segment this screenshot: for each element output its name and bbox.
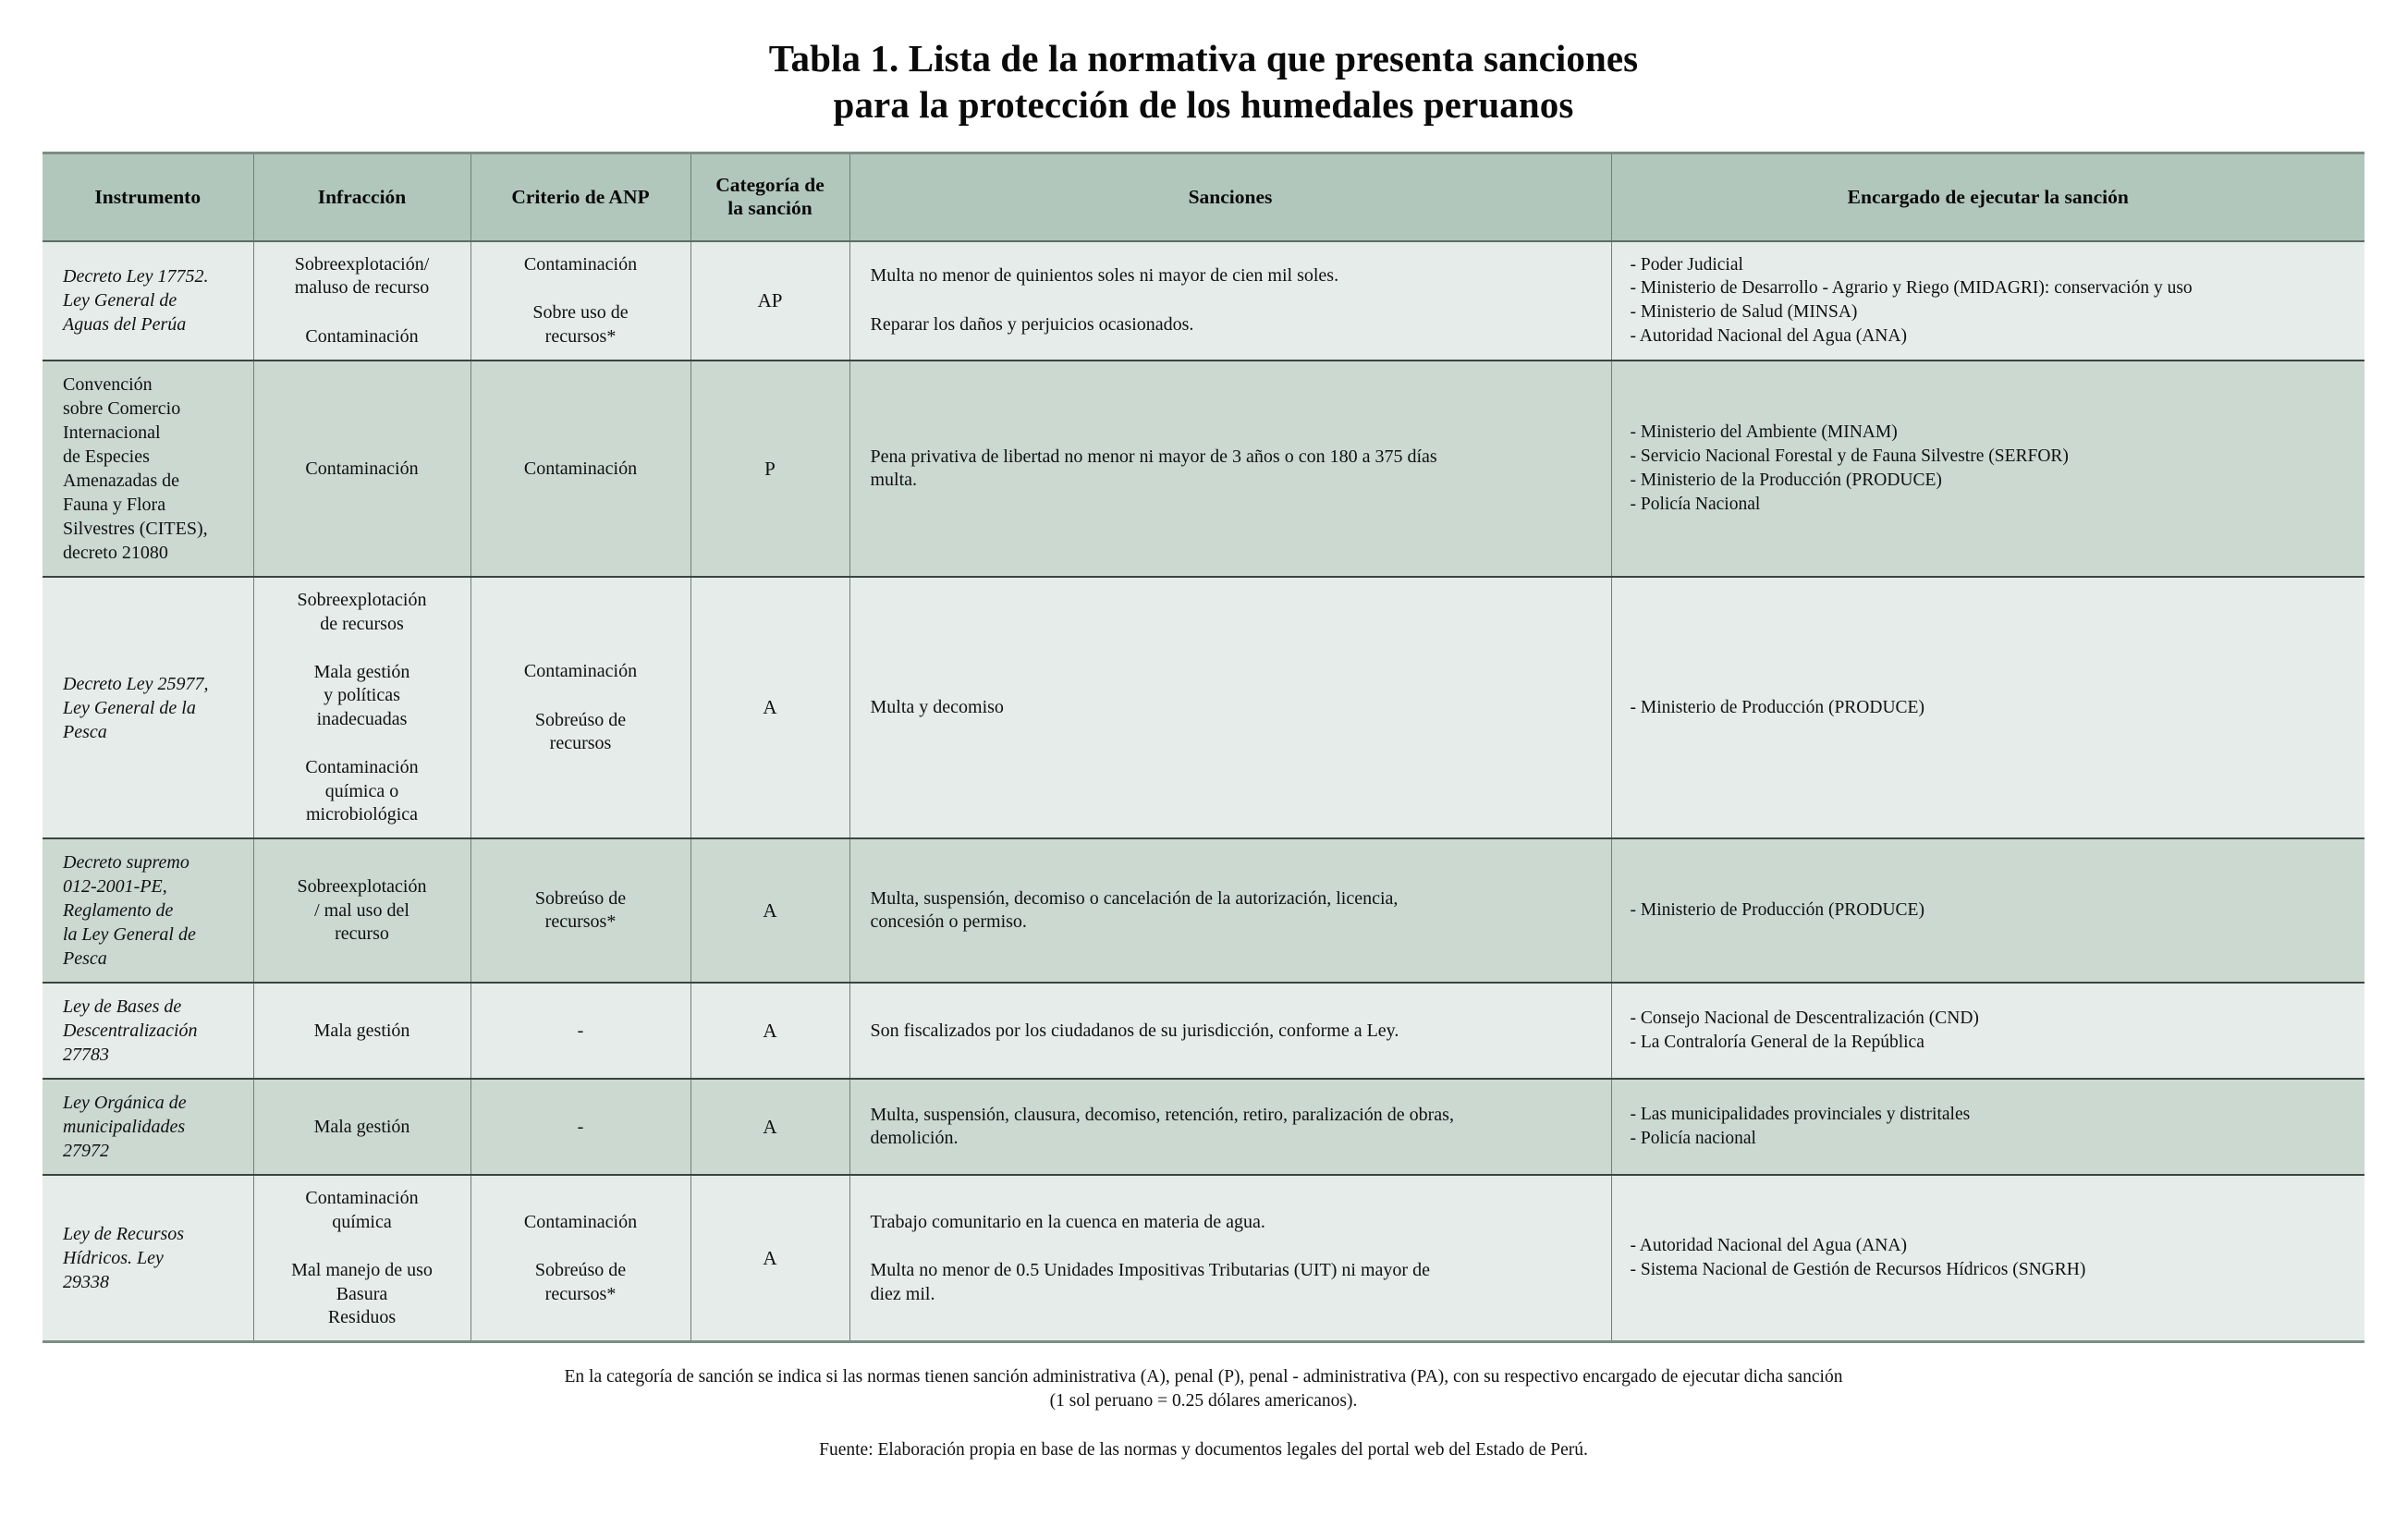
instrumento-line: Decreto Ley 17752. xyxy=(63,266,209,287)
criterio-line: recursos xyxy=(549,732,612,753)
encargado-item: - Ministerio de Desarrollo - Agrario y Riego (MIDAGRI): conservación y uso xyxy=(1630,278,2193,299)
encargado-item: - Servicio Nacional Forestal y de Fauna Silvestre (SERFOR) xyxy=(1630,446,2069,467)
sancion-line: Pena privativa de libertad no menor ni mayor de 3 años o con 180 a 375 días xyxy=(870,446,1437,467)
criterio-item xyxy=(484,301,678,348)
encargado-item: - Ministerio de Salud (MINSA) xyxy=(1630,302,1858,323)
encargado-item: - Autoridad Nacional del Agua (ANA) xyxy=(1630,326,1907,347)
categoria-header-line-2: la sanción xyxy=(727,197,813,220)
table-row xyxy=(43,1079,2364,1175)
cell-criterio xyxy=(470,577,690,838)
cell-encargado xyxy=(1611,577,2364,838)
table-body xyxy=(43,241,2364,1342)
instrumento-line: Ley General de la xyxy=(63,697,196,718)
criterio-item: Contaminación xyxy=(523,458,638,479)
normativa-table xyxy=(43,152,2364,1343)
cell-categoria: AP xyxy=(690,241,849,361)
encargado-list xyxy=(1631,696,2352,720)
encargado-item: - Autoridad Nacional del Agua (ANA) xyxy=(1630,1236,1907,1256)
instrumento-line: Hídricos. Ley xyxy=(63,1248,164,1269)
infraccion-line: / mal uso del xyxy=(314,899,409,921)
cell-instrumento xyxy=(43,577,253,838)
encargado-item: - Las municipalidades provinciales y distritales xyxy=(1630,1105,1971,1125)
infraccion-line: y políticas xyxy=(324,685,400,706)
cell-instrumento xyxy=(43,241,253,361)
infraccion-line: Contaminación xyxy=(305,757,419,778)
cell-infraccion xyxy=(253,1079,470,1175)
instrumento-line: la Ley General de xyxy=(63,924,196,946)
criterio-line: Sobreúso de xyxy=(534,1260,627,1281)
criterio-item xyxy=(484,887,678,935)
table-row xyxy=(43,1175,2364,1341)
normativa-table-wrapper xyxy=(43,152,2364,1343)
cell-encargado xyxy=(1611,1175,2364,1341)
sancion-item xyxy=(871,1259,1598,1306)
cell-instrumento xyxy=(43,838,253,983)
table-row xyxy=(43,838,2364,983)
footnote-source: Fuente: Elaboración propia en base de las normas y documentos legales del portal web del Estado de Perú. xyxy=(819,1439,1588,1460)
instrumento-line: Internacional xyxy=(63,422,161,444)
criterio-line: Sobreúso de xyxy=(534,887,627,909)
categoria-header-line-1: Categoría de xyxy=(715,173,825,196)
infraccion-item xyxy=(267,589,458,636)
encargado-list xyxy=(1631,898,2352,923)
infraccion-item: Contaminación xyxy=(305,458,419,479)
infraccion-line: Basura xyxy=(336,1283,388,1304)
cell-categoria: A xyxy=(690,838,849,983)
cell-instrumento xyxy=(43,1079,253,1175)
infraccion-item xyxy=(267,875,458,946)
cell-criterio xyxy=(470,361,690,577)
instrumento-line: Decreto supremo xyxy=(63,852,189,874)
criterio-item xyxy=(484,709,678,756)
criterio-line: Sobre uso de xyxy=(532,302,629,324)
instrumento-line: Pesca xyxy=(63,721,107,742)
infraccion-item xyxy=(267,661,458,731)
infraccion-line: Mal manejo de uso xyxy=(291,1260,433,1281)
cell-infraccion xyxy=(253,241,470,361)
cell-criterio xyxy=(470,241,690,361)
cell-sanciones xyxy=(849,1175,1611,1341)
sancion-line: diez mil. xyxy=(870,1283,935,1304)
column-header-criterio-anp: Criterio de ANP xyxy=(470,153,690,241)
table-row xyxy=(43,361,2364,577)
instrumento-line: Descentralización xyxy=(63,1021,198,1042)
encargado-list xyxy=(1631,1234,2352,1282)
cell-sanciones xyxy=(849,361,1611,577)
sancion-item xyxy=(871,887,1598,935)
cell-infraccion xyxy=(253,577,470,838)
encargado-item: - Ministerio de Producción (PRODUCE) xyxy=(1630,900,1924,921)
cell-encargado xyxy=(1611,983,2364,1079)
encargado-item: - La Contraloría General de la República xyxy=(1630,1033,1924,1053)
encargado-list xyxy=(1631,253,2352,349)
sancion-item xyxy=(871,1104,1598,1151)
column-header-encargado: Encargado de ejecutar la sanción xyxy=(1611,153,2364,241)
instrumento-line: Ley de Recursos xyxy=(63,1224,185,1245)
cell-encargado xyxy=(1611,838,2364,983)
infraccion-line: química xyxy=(332,1211,392,1232)
cell-infraccion xyxy=(253,361,470,577)
instrumento-line: Decreto Ley 25977, xyxy=(63,673,209,694)
cell-categoria: A xyxy=(690,1079,849,1175)
footnote-line-2: (1 sol peruano = 0.25 dólares americanos). xyxy=(1049,1390,1358,1411)
infraccion-item xyxy=(267,1187,458,1234)
instrumento-line: 29338 xyxy=(63,1272,109,1293)
infraccion-line: química o xyxy=(324,780,399,801)
infraccion-line: Sobreexplotación/ xyxy=(294,253,430,275)
encargado-item: - Policía Nacional xyxy=(1630,495,1761,515)
sancion-item: Reparar los daños y perjuicios ocasionados. xyxy=(870,313,1194,335)
instrumento-line: sobre Comercio xyxy=(63,398,181,420)
cell-criterio xyxy=(470,983,690,1079)
table-footnotes xyxy=(0,1365,2407,1461)
column-header-infraccion: Infracción xyxy=(253,153,470,241)
encargado-item: - Consejo Nacional de Descentralización (CND) xyxy=(1630,1008,1979,1029)
instrumento-line: 012-2001-PE, xyxy=(63,876,167,898)
instrumento-line: Aguas del Perúa xyxy=(63,314,187,336)
encargado-item: - Sistema Nacional de Gestión de Recursos Hídricos (SNGRH) xyxy=(1630,1260,2086,1280)
sancion-item: Trabajo comunitario en la cuenca en materia de agua. xyxy=(870,1211,1265,1232)
criterio-item: Contaminación xyxy=(523,253,638,275)
encargado-list xyxy=(1631,421,2352,517)
encargado-item: - Policía nacional xyxy=(1630,1129,1756,1149)
cell-sanciones xyxy=(849,983,1611,1079)
criterio-line: recursos* xyxy=(544,911,617,933)
instrumento-line: Reglamento de xyxy=(63,900,174,922)
instrumento-line: Ley General de xyxy=(63,290,177,312)
encargado-item: - Poder Judicial xyxy=(1630,254,1743,275)
column-header-instrumento: Instrumento xyxy=(43,153,253,241)
cell-categoria: A xyxy=(690,577,849,838)
instrumento-line: decreto 21080 xyxy=(63,543,168,564)
cell-infraccion xyxy=(253,838,470,983)
infraccion-line: recurso xyxy=(335,923,389,945)
cell-criterio xyxy=(470,1175,690,1341)
table-row xyxy=(43,241,2364,361)
instrumento-line: Convención xyxy=(63,374,153,396)
instrumento-line: Fauna y Flora xyxy=(63,495,166,516)
infraccion-line: microbiológica xyxy=(305,803,419,825)
sancion-item: Multa no menor de quinientos soles ni mayor de cien mil soles. xyxy=(870,265,1339,287)
instrumento-line: municipalidades xyxy=(63,1117,186,1138)
criterio-item xyxy=(484,1259,678,1306)
infraccion-line: maluso de recurso xyxy=(294,277,430,299)
cell-criterio xyxy=(470,838,690,983)
sancion-item xyxy=(871,446,1598,493)
sancion-line: demolición. xyxy=(870,1128,959,1149)
table-row xyxy=(43,577,2364,838)
instrumento-line: Pesca xyxy=(63,948,107,970)
instrumento-line: 27783 xyxy=(63,1045,109,1066)
sancion-line: multa. xyxy=(870,470,918,491)
infraccion-line: Residuos xyxy=(327,1306,397,1327)
table-header xyxy=(43,153,2364,241)
infraccion-line: Contaminación xyxy=(305,1188,419,1209)
sancion-line: Multa, suspensión, clausura, decomiso, retención, retiro, paralización de obras, xyxy=(870,1104,1454,1125)
instrumento-line: Ley Orgánica de xyxy=(63,1093,187,1114)
infraccion-line: Sobreexplotación xyxy=(297,590,427,611)
infraccion-item xyxy=(267,1259,458,1329)
infraccion-item xyxy=(267,756,458,826)
cell-encargado xyxy=(1611,361,2364,577)
infraccion-item: Contaminación xyxy=(305,325,419,347)
cell-instrumento xyxy=(43,1175,253,1341)
encargado-list xyxy=(1631,1007,2352,1055)
footnote-line-1: En la categoría de sanción se indica si las normas tienen sanción administrativa (A), penal (P), penal - administrativa (PA), con su respectivo encargado de ejecutar dicha sanción xyxy=(564,1367,1843,1387)
table-row xyxy=(43,983,2364,1079)
infraccion-item xyxy=(267,253,458,300)
cell-categoria: A xyxy=(690,983,849,1079)
infraccion-item: Mala gestión xyxy=(313,1116,410,1137)
criterio-item: - xyxy=(577,1116,584,1137)
criterio-line: recursos* xyxy=(544,1283,617,1304)
cell-criterio xyxy=(470,1079,690,1175)
cell-infraccion xyxy=(253,983,470,1079)
criterio-line: recursos* xyxy=(544,325,617,347)
sancion-line: Multa no menor de 0.5 Unidades Impositivas Tributarias (UIT) ni mayor de xyxy=(870,1260,1430,1281)
sancion-line: Multa, suspensión, decomiso o cancelación de la autorización, licencia, xyxy=(870,887,1399,909)
criterio-item: - xyxy=(577,1020,584,1041)
page-title xyxy=(0,0,2407,128)
cell-sanciones xyxy=(849,1079,1611,1175)
instrumento-line: de Especies xyxy=(63,446,150,468)
cell-categoria: P xyxy=(690,361,849,577)
instrumento-line: Silvestres (CITES), xyxy=(63,519,208,540)
cell-sanciones xyxy=(849,577,1611,838)
column-header-categoria-sancion xyxy=(690,153,849,241)
table-header-row xyxy=(43,153,2364,241)
criterio-item: Contaminación xyxy=(523,661,638,682)
criterio-item: Contaminación xyxy=(523,1211,638,1232)
instrumento-line: Ley de Bases de xyxy=(63,996,182,1018)
sancion-item: Multa y decomiso xyxy=(870,697,1004,718)
cell-instrumento xyxy=(43,983,253,1079)
instrumento-line: Amenazadas de xyxy=(63,471,180,492)
title-line-1: Tabla 1. Lista de la normativa que presenta sanciones xyxy=(768,37,1639,79)
instrumento-line: 27972 xyxy=(63,1141,109,1162)
cell-encargado xyxy=(1611,241,2364,361)
infraccion-line: Sobreexplotación xyxy=(297,876,427,898)
infraccion-line: de recursos xyxy=(320,613,404,634)
infraccion-line: Mala gestión xyxy=(313,662,410,682)
infraccion-line: inadecuadas xyxy=(316,708,408,729)
encargado-item: - Ministerio de Producción (PRODUCE) xyxy=(1630,697,1924,717)
encargado-item: - Ministerio del Ambiente (MINAM) xyxy=(1630,422,1898,443)
infraccion-item: Mala gestión xyxy=(313,1020,410,1041)
sancion-item: Son fiscalizados por los ciudadanos de su jurisdicción, conforme a Ley. xyxy=(870,1020,1399,1041)
title-line-2: para la protección de los humedales peruanos xyxy=(833,83,1574,127)
cell-sanciones xyxy=(849,838,1611,983)
cell-encargado xyxy=(1611,1079,2364,1175)
sancion-line: concesión o permiso. xyxy=(870,911,1027,933)
column-header-sanciones: Sanciones xyxy=(849,153,1611,241)
criterio-line: Sobreúso de xyxy=(534,709,627,730)
cell-categoria: A xyxy=(690,1175,849,1341)
encargado-list xyxy=(1631,1103,2352,1151)
encargado-item: - Ministerio de la Producción (PRODUCE) xyxy=(1630,471,1942,491)
cell-infraccion xyxy=(253,1175,470,1341)
cell-instrumento xyxy=(43,361,253,577)
cell-sanciones xyxy=(849,241,1611,361)
